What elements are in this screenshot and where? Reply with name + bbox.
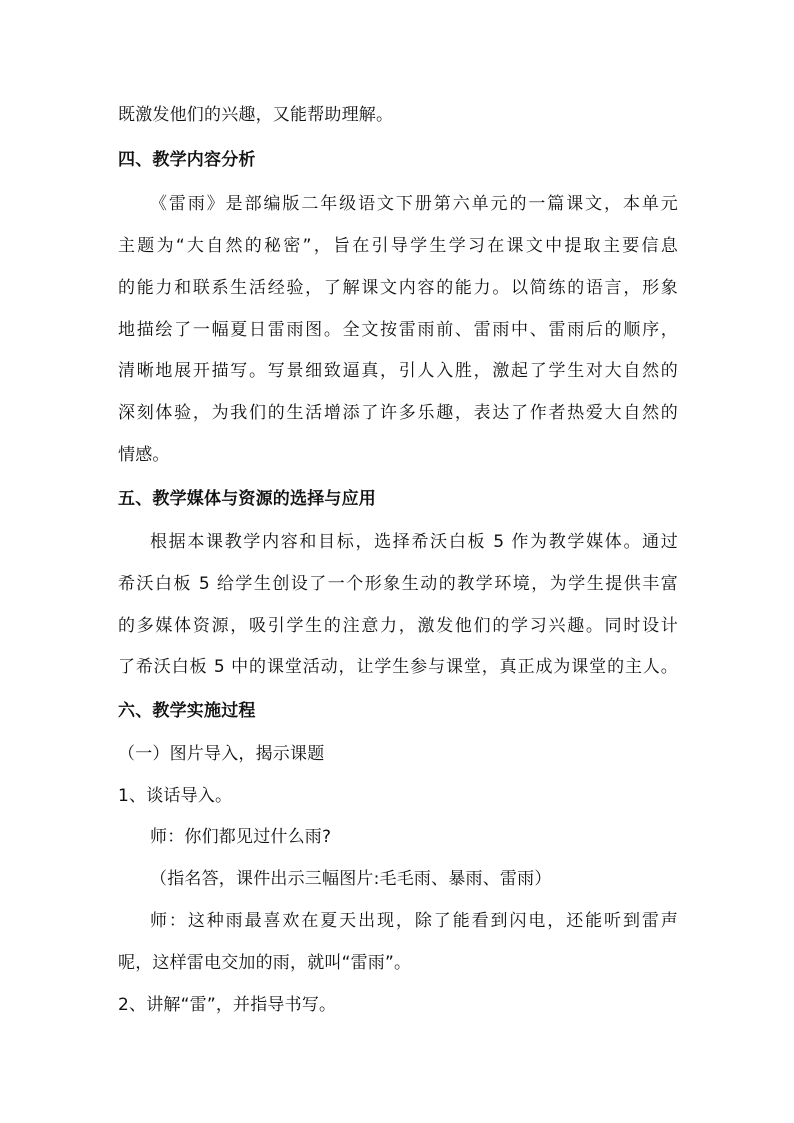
paragraph-line: 《雷雨》是部编版二年级语文下册第六单元的一篇课文，本单元: [150, 194, 678, 214]
paragraph-line: 既激发他们的兴趣，又能帮助理解。: [118, 105, 394, 125]
dialogue-line: 师：你们都见过什么雨?: [150, 827, 332, 847]
section-heading-5: 五、教学媒体与资源的选择与应用: [118, 489, 376, 509]
paragraph-line: 的多媒体资源，吸引学生的注意力，激发他们的学习兴趣。同时设计: [118, 616, 678, 636]
paragraph-line: 希沃白板 5 给学生创设了一个形象生动的教学环境，为学生提供丰富: [118, 574, 678, 594]
section-heading-6: 六、教学实施过程: [118, 701, 256, 721]
paragraph-line: 主题为“大自然的秘密”，旨在引导学生学习在课文中提取主要信息: [118, 236, 678, 256]
subsection-heading: （一）图片导入，揭示课题: [118, 744, 325, 764]
list-item: 1、谈话导入。: [118, 786, 233, 806]
section-heading-4: 四、教学内容分析: [118, 150, 256, 170]
paragraph-line: 了希沃白板 5 中的课堂活动，让学生参与课堂，真正成为课堂的主人。: [118, 657, 678, 677]
dialogue-line: 师：这种雨最喜欢在夏天出现，除了能看到闪电，还能听到雷声: [150, 911, 678, 931]
dialogue-line: 呢，这样雷电交加的雨，就叫“雷雨”。: [118, 953, 412, 973]
list-item: 2、讲解“雷”，并指导书写。: [118, 995, 337, 1015]
paragraph-line: 的能力和联系生活经验，了解课文内容的能力。以简练的语言，形象: [118, 278, 678, 298]
paragraph-line: 地描绘了一幅夏日雷雨图。全文按雷雨前、雷雨中、雷雨后的顺序，: [118, 320, 678, 340]
paragraph-line: 情感。: [118, 445, 170, 465]
paragraph-line: 根据本课教学内容和目标，选择希沃白板 5 作为教学媒体。通过: [150, 532, 678, 552]
stage-note: （指名答，课件出示三幅图片:毛毛雨、暴雨、雷雨）: [150, 869, 552, 889]
paragraph-line: 深刻体验，为我们的生活增添了许多乐趣，表达了作者热爱大自然的: [118, 403, 678, 423]
paragraph-line: 清晰地展开描写。写景细致逼真，引人入胜，激起了学生对大自然的: [118, 361, 678, 381]
